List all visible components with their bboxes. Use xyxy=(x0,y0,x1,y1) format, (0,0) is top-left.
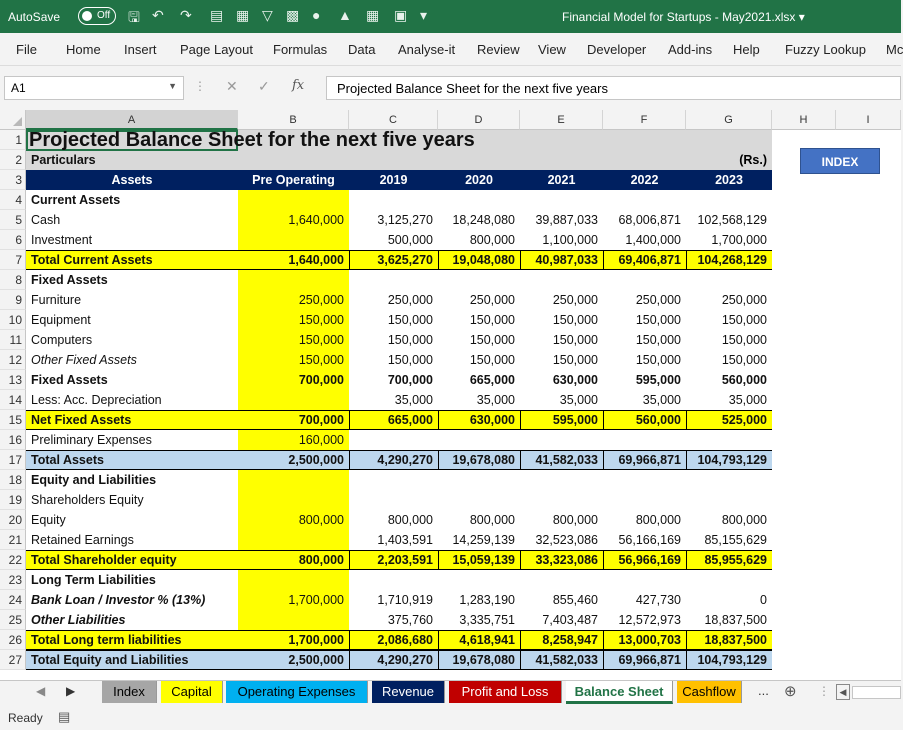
cell-e19[interactable] xyxy=(520,490,603,510)
fill-icon[interactable]: ▲ xyxy=(338,7,352,23)
cell-f12[interactable]: 150,000 xyxy=(635,353,681,367)
cell-d26[interactable]: 4,618,941 xyxy=(438,630,520,650)
cell-c9[interactable]: 250,000 xyxy=(387,293,433,307)
ribbon-tab-data[interactable]: Data xyxy=(348,42,376,57)
tab-splitter-icon[interactable]: ⋮ xyxy=(818,684,830,698)
column-header-g[interactable]: G xyxy=(686,110,772,130)
row-header-17[interactable]: 17 xyxy=(0,450,26,470)
autosave-toggle[interactable]: Off xyxy=(78,7,116,25)
cell-b12[interactable]: 150,000 xyxy=(298,353,344,367)
cell-a8[interactable]: Fixed Assets xyxy=(31,273,108,287)
hscroll-left-icon[interactable]: ◀ xyxy=(836,684,850,700)
cell-e9[interactable]: 250,000 xyxy=(552,293,598,307)
cell-c5[interactable]: 3,125,270 xyxy=(377,213,433,227)
cell-g9[interactable]: 250,000 xyxy=(721,293,767,307)
row-header-12[interactable]: 12 xyxy=(0,350,26,370)
cell-b4[interactable] xyxy=(238,190,349,210)
cell-c11[interactable]: 150,000 xyxy=(387,333,433,347)
cell-b3[interactable]: Pre Operating xyxy=(252,173,335,187)
chart-icon[interactable]: ▤ xyxy=(210,7,224,23)
cell-c20[interactable]: 800,000 xyxy=(387,513,433,527)
row-header-4[interactable]: 4 xyxy=(0,190,26,210)
cell-b16[interactable]: 160,000 xyxy=(298,433,344,447)
cell-d4[interactable] xyxy=(438,190,520,210)
row-header-5[interactable]: 5 xyxy=(0,210,26,230)
row-header-20[interactable]: 20 xyxy=(0,510,26,530)
cell-f19[interactable] xyxy=(603,490,686,510)
cell-a11[interactable]: Computers xyxy=(31,333,93,347)
cell-d12[interactable]: 150,000 xyxy=(469,353,515,367)
sheet-tab-index[interactable]: Index xyxy=(102,681,157,703)
cell-c14[interactable]: 35,000 xyxy=(394,393,433,407)
cell-f25[interactable]: 12,572,973 xyxy=(618,613,681,627)
cell-d9[interactable]: 250,000 xyxy=(469,293,515,307)
cell-a20[interactable]: Equity xyxy=(31,513,66,527)
cell-b6[interactable] xyxy=(238,230,349,250)
cell-e13[interactable]: 630,000 xyxy=(552,373,598,387)
row-header-13[interactable]: 13 xyxy=(0,370,26,390)
cell-e26[interactable]: 8,258,947 xyxy=(520,630,603,650)
cell-a27[interactable]: Total Equity and Liabilities xyxy=(31,653,189,667)
cell-b11[interactable]: 150,000 xyxy=(298,333,344,347)
cell-e21[interactable]: 32,523,086 xyxy=(535,533,598,547)
macro-record-icon[interactable]: ▤ xyxy=(58,709,71,724)
sheet-tab-revenue[interactable]: Revenue xyxy=(372,681,445,703)
cell-a4[interactable]: Current Assets xyxy=(31,193,121,207)
cell-c19[interactable] xyxy=(349,490,438,510)
more-sheets-icon[interactable]: ... xyxy=(758,683,769,698)
cell-e27[interactable]: 41,582,033 xyxy=(520,650,603,670)
select-all-corner[interactable] xyxy=(0,110,26,130)
cell-a5[interactable]: Cash xyxy=(31,213,61,227)
cell-f7[interactable]: 69,406,871 xyxy=(603,250,686,270)
cell-f23[interactable] xyxy=(603,570,686,590)
cell-c4[interactable] xyxy=(349,190,438,210)
cell-g14[interactable]: 35,000 xyxy=(728,393,767,407)
cell-e16[interactable] xyxy=(520,430,603,450)
cell-d20[interactable]: 800,000 xyxy=(469,513,515,527)
cell-a7[interactable]: Total Current Assets xyxy=(31,253,153,267)
cell-f6[interactable]: 1,400,000 xyxy=(625,233,681,247)
row-header-18[interactable]: 18 xyxy=(0,470,26,490)
cell-f27[interactable]: 69,966,871 xyxy=(603,650,686,670)
ribbon-tabs xyxy=(0,33,901,66)
cell-b24[interactable]: 1,700,000 xyxy=(288,593,344,607)
cell-a14[interactable]: Less: Acc. Depreciation xyxy=(31,393,162,407)
cell-c2[interactable] xyxy=(349,150,438,170)
column-header-f[interactable]: F xyxy=(603,110,686,130)
cell-b15[interactable]: 700,000 xyxy=(298,413,344,427)
cell-g22[interactable]: 85,955,629 xyxy=(686,550,772,570)
cell-c21[interactable]: 1,403,591 xyxy=(377,533,433,547)
row-header-27[interactable]: 27 xyxy=(0,650,26,670)
cell-d2[interactable] xyxy=(438,150,520,170)
cell-e12[interactable]: 150,000 xyxy=(552,353,598,367)
insert-function-icon[interactable]: fx xyxy=(292,78,305,93)
cell-c8[interactable] xyxy=(349,270,438,290)
cell-g15[interactable]: 525,000 xyxy=(686,410,772,430)
horizontal-scrollbar[interactable] xyxy=(852,686,901,699)
cell-e3[interactable]: 2021 xyxy=(547,173,576,187)
cell-f13[interactable]: 595,000 xyxy=(635,373,681,387)
ribbon-tab-developer[interactable]: Developer xyxy=(587,42,647,57)
cell-c16[interactable] xyxy=(349,430,438,450)
cell-c12[interactable]: 150,000 xyxy=(387,353,433,367)
cell-e17[interactable]: 41,582,033 xyxy=(520,450,603,470)
index-button[interactable]: INDEX xyxy=(800,148,880,174)
cell-g25[interactable]: 18,837,500 xyxy=(704,613,767,627)
cell-d8[interactable] xyxy=(438,270,520,290)
cell-d1[interactable] xyxy=(438,130,520,150)
cell-e8[interactable] xyxy=(520,270,603,290)
cell-e15[interactable]: 595,000 xyxy=(520,410,603,430)
filter-icon[interactable]: ▽ xyxy=(262,7,273,23)
cell-f8[interactable] xyxy=(603,270,686,290)
cell-e20[interactable]: 800,000 xyxy=(552,513,598,527)
cell-c15[interactable]: 665,000 xyxy=(349,410,438,430)
cell-g7[interactable]: 104,268,129 xyxy=(686,250,772,270)
row-header-7[interactable]: 7 xyxy=(0,250,26,270)
cell-d24[interactable]: 1,283,190 xyxy=(459,593,515,607)
cell-d10[interactable]: 150,000 xyxy=(469,313,515,327)
row-header-26[interactable]: 26 xyxy=(0,630,26,650)
status-bar xyxy=(0,704,901,730)
row-header-14[interactable]: 14 xyxy=(0,390,26,410)
cell-b23[interactable] xyxy=(238,570,349,590)
cancel-icon[interactable]: ✕ xyxy=(226,78,238,94)
cell-d21[interactable]: 14,259,139 xyxy=(452,533,515,547)
cell-g4[interactable] xyxy=(686,190,772,210)
cell-b27[interactable]: 2,500,000 xyxy=(288,653,344,667)
cell-e23[interactable] xyxy=(520,570,603,590)
cell-d14[interactable]: 35,000 xyxy=(476,393,515,407)
row-header-24[interactable]: 24 xyxy=(0,590,26,610)
cell-a12[interactable]: Other Fixed Assets xyxy=(31,353,137,367)
cell-d22[interactable]: 15,059,139 xyxy=(438,550,520,570)
cell-e24[interactable]: 855,460 xyxy=(552,593,598,607)
cell-e1[interactable] xyxy=(520,130,603,150)
row-header-23[interactable]: 23 xyxy=(0,570,26,590)
cell-a25[interactable]: Other Liabilities xyxy=(31,613,126,627)
cell-b17[interactable]: 2,500,000 xyxy=(288,453,344,467)
save-icon[interactable]: 🖫 xyxy=(128,9,140,25)
cell-c10[interactable]: 150,000 xyxy=(387,313,433,327)
cell-g24[interactable]: 0 xyxy=(760,593,767,607)
cell-f24[interactable]: 427,730 xyxy=(635,593,681,607)
cell-b5[interactable]: 1,640,000 xyxy=(288,213,344,227)
cell-g8[interactable] xyxy=(686,270,772,290)
cell-g16[interactable] xyxy=(686,430,772,450)
ribbon-tab-file[interactable]: File xyxy=(16,42,37,57)
cell-c6[interactable]: 500,000 xyxy=(387,233,433,247)
cell-b13[interactable]: 700,000 xyxy=(298,373,344,387)
cell-a23[interactable]: Long Term Liabilities xyxy=(31,573,156,587)
cell-f2[interactable] xyxy=(603,150,686,170)
cell-d6[interactable]: 800,000 xyxy=(469,233,515,247)
cell-e22[interactable]: 33,323,086 xyxy=(520,550,603,570)
column-header-i[interactable]: I xyxy=(836,110,901,130)
cell-c25[interactable]: 375,760 xyxy=(387,613,433,627)
cell-d5[interactable]: 18,248,080 xyxy=(452,213,515,227)
cell-c23[interactable] xyxy=(349,570,438,590)
cell-e18[interactable] xyxy=(520,470,603,490)
spreadsheet-grid[interactable] xyxy=(0,110,901,680)
chevron-down-icon[interactable]: ▼ xyxy=(168,81,177,91)
scroll-left-icon[interactable]: ◀ xyxy=(36,684,46,698)
add-sheet-icon[interactable]: ⊕ xyxy=(784,683,797,700)
cell-e6[interactable]: 1,100,000 xyxy=(542,233,598,247)
ribbon-tab-mc[interactable]: Mc xyxy=(886,42,903,57)
cell-e10[interactable]: 150,000 xyxy=(552,313,598,327)
cell-c1[interactable] xyxy=(349,130,438,150)
name-box-value: A1 xyxy=(11,81,26,95)
cell-a19[interactable]: Shareholders Equity xyxy=(31,493,144,507)
formula-bar xyxy=(0,74,901,102)
cell-b1[interactable] xyxy=(238,130,349,150)
cell-a22[interactable]: Total Shareholder equity xyxy=(31,553,177,567)
cell-g12[interactable]: 150,000 xyxy=(721,353,767,367)
row-header-11[interactable]: 11 xyxy=(0,330,26,350)
row-header-22[interactable]: 22 xyxy=(0,550,26,570)
cell-g27[interactable]: 104,793,129 xyxy=(686,650,772,670)
cell-d7[interactable]: 19,048,080 xyxy=(438,250,520,270)
cell-f1[interactable] xyxy=(603,130,686,150)
cell-a18[interactable]: Equity and Liabilities xyxy=(31,473,157,487)
cell-c3[interactable]: 2019 xyxy=(379,173,408,187)
cell-d25[interactable]: 3,335,751 xyxy=(459,613,515,627)
cell-d13[interactable]: 665,000 xyxy=(469,373,515,387)
cell-f17[interactable]: 69,966,871 xyxy=(603,450,686,470)
redo-icon[interactable]: ↷ xyxy=(180,7,192,23)
cell-a6[interactable]: Investment xyxy=(31,233,93,247)
cell-g10[interactable]: 150,000 xyxy=(721,313,767,327)
document-title[interactable]: Financial Model for Startups - May2021.xlsx ▾ xyxy=(562,10,805,24)
column-header-b[interactable]: B xyxy=(238,110,349,130)
cell-b14[interactable] xyxy=(238,390,349,410)
enter-icon[interactable]: ✓ xyxy=(258,78,270,94)
cell-a10[interactable]: Equipment xyxy=(31,313,91,327)
cell-b8[interactable] xyxy=(238,270,349,290)
cell-a2[interactable]: Particulars xyxy=(31,153,96,167)
cell-g5[interactable]: 102,568,129 xyxy=(697,213,767,227)
cell-c7[interactable]: 3,625,270 xyxy=(349,250,438,270)
cell-g3[interactable]: 2023 xyxy=(715,173,743,187)
grid-icon[interactable]: ▩ xyxy=(286,7,300,23)
ribbon-tab-view[interactable]: View xyxy=(538,42,566,57)
undo-icon[interactable]: ↶ xyxy=(152,7,164,23)
cell-b25[interactable] xyxy=(238,610,349,630)
cell-b19[interactable] xyxy=(238,490,349,510)
cell-f20[interactable]: 800,000 xyxy=(635,513,681,527)
cell-a24[interactable]: Bank Loan / Investor % (13%) xyxy=(31,593,206,607)
cell-d27[interactable]: 19,678,080 xyxy=(438,650,520,670)
cell-a1[interactable]: Projected Balance Sheet for the next five years xyxy=(29,129,475,151)
cell-b2[interactable] xyxy=(238,150,349,170)
ribbon-tab-analyse-it[interactable]: Analyse-it xyxy=(398,42,456,57)
cell-d16[interactable] xyxy=(438,430,520,450)
row-header-2[interactable]: 2 xyxy=(0,150,26,170)
circle-icon[interactable]: ● xyxy=(312,7,321,23)
ribbon-tab-fuzzy-lookup[interactable]: Fuzzy Lookup xyxy=(785,42,866,57)
cell-c13[interactable]: 700,000 xyxy=(387,373,433,387)
cell-g18[interactable] xyxy=(686,470,772,490)
cell-e11[interactable]: 150,000 xyxy=(552,333,598,347)
row-header-21[interactable]: 21 xyxy=(0,530,26,550)
column-header-c[interactable]: C xyxy=(349,110,438,130)
more-icon: ⋮ xyxy=(194,79,206,93)
row-header-19[interactable]: 19 xyxy=(0,490,26,510)
sheet-tab-capital[interactable]: Capital xyxy=(161,681,223,703)
cell-b21[interactable] xyxy=(238,530,349,550)
cell-g1[interactable] xyxy=(686,130,772,150)
cell-a26[interactable]: Total Long term liabilities xyxy=(31,633,182,647)
cell-d23[interactable] xyxy=(438,570,520,590)
row-header-15[interactable]: 15 xyxy=(0,410,26,430)
cell-c27[interactable]: 4,290,270 xyxy=(349,650,438,670)
cell-e7[interactable]: 40,987,033 xyxy=(520,250,603,270)
cell-f21[interactable]: 56,166,169 xyxy=(618,533,681,547)
row-header-6[interactable]: 6 xyxy=(0,230,26,250)
cell-f26[interactable]: 13,000,703 xyxy=(603,630,686,650)
cell-f10[interactable]: 150,000 xyxy=(635,313,681,327)
cell-f5[interactable]: 68,006,871 xyxy=(618,213,681,227)
sheet-tab-operating-expenses[interactable]: Operating Expenses xyxy=(226,681,368,703)
sheet-tab-profit-and-loss[interactable]: Profit and Loss xyxy=(449,681,562,703)
cell-g13[interactable]: 560,000 xyxy=(721,373,767,387)
cell-d19[interactable] xyxy=(438,490,520,510)
cell-f11[interactable]: 150,000 xyxy=(635,333,681,347)
cell-b7[interactable]: 1,640,000 xyxy=(288,253,344,267)
cell-f15[interactable]: 560,000 xyxy=(603,410,686,430)
cell-g23[interactable] xyxy=(686,570,772,590)
cell-b22[interactable]: 800,000 xyxy=(298,553,344,567)
cell-c26[interactable]: 2,086,680 xyxy=(349,630,438,650)
name-box[interactable] xyxy=(4,76,184,100)
cell-f3[interactable]: 2022 xyxy=(630,173,659,187)
cell-e2[interactable] xyxy=(520,150,603,170)
cell-c24[interactable]: 1,710,919 xyxy=(377,593,433,607)
cell-d11[interactable]: 150,000 xyxy=(469,333,515,347)
sheet-tab-balance-sheet[interactable]: Balance Sheet xyxy=(566,681,673,704)
cell-f16[interactable] xyxy=(603,430,686,450)
cell-f18[interactable] xyxy=(603,470,686,490)
ribbon-tab-add-ins[interactable]: Add-ins xyxy=(668,42,713,57)
column-header-h[interactable]: H xyxy=(772,110,836,130)
cell-f22[interactable]: 56,966,169 xyxy=(603,550,686,570)
cell-g20[interactable]: 800,000 xyxy=(721,513,767,527)
ribbon-tab-page-layout[interactable]: Page Layout xyxy=(180,42,254,57)
column-header-e[interactable]: E xyxy=(520,110,603,130)
column-header-d[interactable]: D xyxy=(438,110,520,130)
ribbon-tab-help[interactable]: Help xyxy=(733,42,760,57)
cell-b10[interactable]: 150,000 xyxy=(298,313,344,327)
cell-g26[interactable]: 18,837,500 xyxy=(686,630,772,650)
cell-d3[interactable]: 2020 xyxy=(465,173,493,187)
format-icon[interactable]: ▦ xyxy=(366,7,380,23)
customize-icon[interactable]: ▾ xyxy=(420,7,428,23)
cell-d18[interactable] xyxy=(438,470,520,490)
cell-c17[interactable]: 4,290,270 xyxy=(349,450,438,470)
title-bar xyxy=(0,0,901,33)
ribbon-tab-insert[interactable]: Insert xyxy=(124,42,157,57)
cell-c22[interactable]: 2,203,591 xyxy=(349,550,438,570)
cell-g11[interactable]: 150,000 xyxy=(721,333,767,347)
cell-g21[interactable]: 85,155,629 xyxy=(704,533,767,547)
cell-a9[interactable]: Furniture xyxy=(31,293,82,307)
cell-b20[interactable]: 800,000 xyxy=(298,513,344,527)
scroll-right-icon[interactable]: ▶ xyxy=(66,684,76,698)
row-header-9[interactable]: 9 xyxy=(0,290,26,310)
cell-e5[interactable]: 39,887,033 xyxy=(535,213,598,227)
cell-a17[interactable]: Total Assets xyxy=(31,453,104,467)
cell-e25[interactable]: 7,403,487 xyxy=(542,613,598,627)
formula-input[interactable]: Projected Balance Sheet for the next five years xyxy=(326,76,901,100)
autosave-label: AutoSave xyxy=(8,10,61,24)
cell-g2[interactable]: (Rs.) xyxy=(739,153,767,167)
cell-a13[interactable]: Fixed Assets xyxy=(31,373,108,387)
sheet-tab-bar xyxy=(0,680,901,704)
cell-f14[interactable]: 35,000 xyxy=(642,393,681,407)
row-header-1[interactable]: 1 xyxy=(0,130,26,150)
status-ready: Ready xyxy=(8,711,43,725)
row-header-16[interactable]: 16 xyxy=(0,430,26,450)
cell-e14[interactable]: 35,000 xyxy=(559,393,598,407)
cell-g19[interactable] xyxy=(686,490,772,510)
cell-h1[interactable] xyxy=(772,130,836,150)
row-header-10[interactable]: 10 xyxy=(0,310,26,330)
cell-e4[interactable] xyxy=(520,190,603,210)
cell-a15[interactable]: Net Fixed Assets xyxy=(31,413,132,427)
cell-d15[interactable]: 630,000 xyxy=(438,410,520,430)
cell-a16[interactable]: Preliminary Expenses xyxy=(31,433,152,447)
row-header-3[interactable]: 3 xyxy=(0,170,26,190)
table-icon[interactable]: ▦ xyxy=(236,7,250,23)
cell-a3[interactable]: Assets xyxy=(26,170,238,190)
ribbon-tab-home[interactable]: Home xyxy=(66,42,101,57)
cell-a21[interactable]: Retained Earnings xyxy=(31,533,134,547)
cell-b9[interactable]: 250,000 xyxy=(298,293,344,307)
cell-b26[interactable]: 1,700,000 xyxy=(288,633,344,647)
cell-f9[interactable]: 250,000 xyxy=(635,293,681,307)
row-header-8[interactable]: 8 xyxy=(0,270,26,290)
cell-b18[interactable] xyxy=(238,470,349,490)
ribbon-tab-review[interactable]: Review xyxy=(477,42,520,57)
border-icon[interactable]: ▣ xyxy=(394,7,408,23)
row-header-25[interactable]: 25 xyxy=(0,610,26,630)
cell-c18[interactable] xyxy=(349,470,438,490)
cell-f4[interactable] xyxy=(603,190,686,210)
sheet-tab-cashflow[interactable]: Cashflow xyxy=(677,681,742,703)
cell-g17[interactable]: 104,793,129 xyxy=(686,450,772,470)
cell-d17[interactable]: 19,678,080 xyxy=(438,450,520,470)
ribbon-tab-formulas[interactable]: Formulas xyxy=(273,42,328,57)
cell-g6[interactable]: 1,700,000 xyxy=(711,233,767,247)
column-header-a[interactable]: A xyxy=(26,110,238,130)
